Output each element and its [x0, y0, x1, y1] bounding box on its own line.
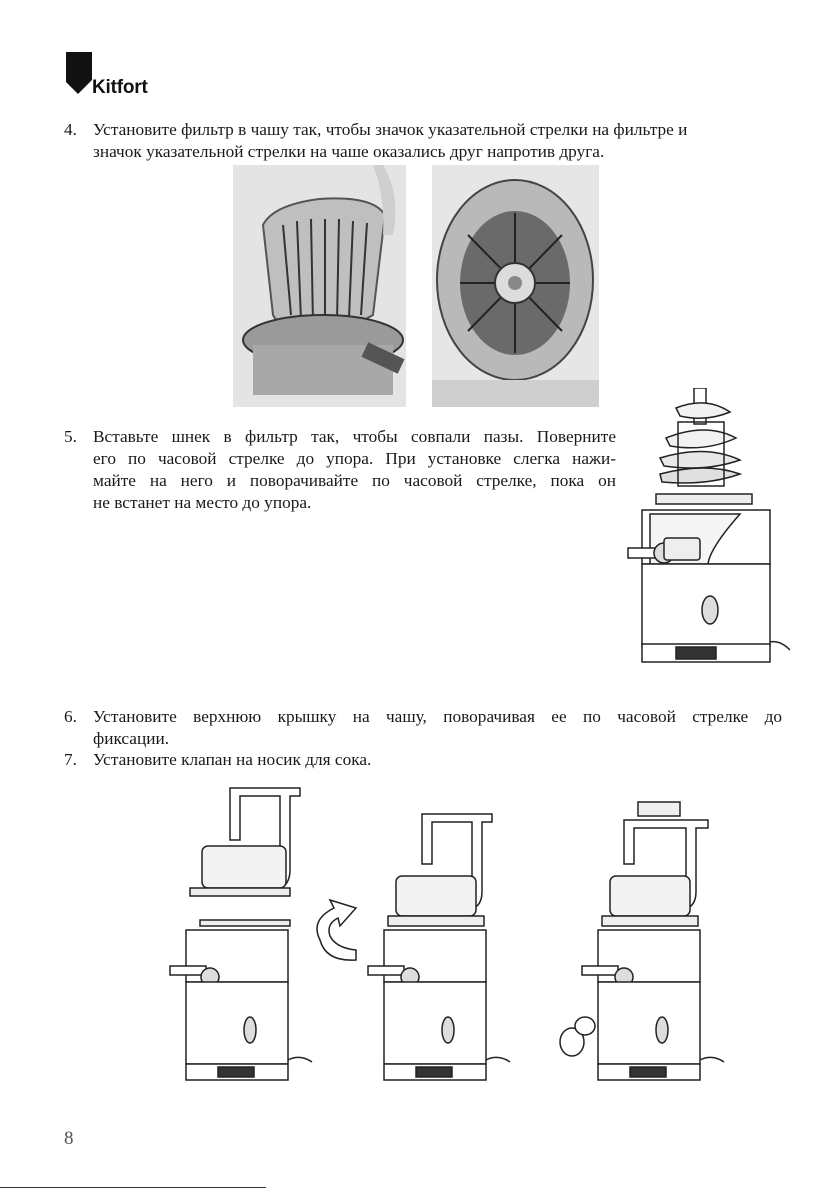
step-text-line: Установите верхнюю крышку на чашу, поворачивая ее по часовой стрелке до	[93, 707, 782, 726]
step-text-line: значок указательной стрелки на чаше оказались друг напротив друга.	[93, 142, 605, 161]
valve-installed	[560, 802, 724, 1080]
lid-rotate-arrow-icon	[317, 900, 356, 960]
filter-in-bowl-photo	[233, 165, 406, 407]
filter-top-view-photo	[432, 165, 599, 407]
kitfort-logo-icon	[64, 50, 94, 96]
page-number: 8	[64, 1128, 74, 1149]
step-number: 7.	[64, 750, 77, 769]
brand-logo	[64, 50, 174, 100]
step-number: 6.	[64, 707, 77, 726]
auger-insert-drawing	[620, 388, 790, 673]
step-text-line: майте на него и поворачивайте по часовой стрелке, пока он	[93, 471, 616, 490]
step-text-line: Установите клапан на носик для сока.	[93, 750, 372, 769]
step-number: 5.	[64, 427, 77, 446]
bottom-rule	[0, 1187, 266, 1188]
step-text-line: не встанет на место до упора.	[93, 493, 312, 512]
lid-installed	[368, 814, 510, 1080]
lid-sequence-drawing	[160, 780, 730, 1092]
step-text-line: Вставьте шнек в фильтр так, чтобы совпали пазы. Поверните	[93, 427, 616, 446]
step-text-line: Установите фильтр в чашу так, чтобы значок указательной стрелки на фильтре и	[93, 120, 688, 139]
step-text-line: его по часовой стрелке до упора. При установке слегка нажи-	[93, 449, 616, 468]
brand-name: Kitfort	[92, 77, 148, 98]
lid-above-juicer	[170, 788, 312, 1080]
step-number: 4.	[64, 120, 77, 139]
step-text-line: фиксации.	[93, 729, 170, 748]
